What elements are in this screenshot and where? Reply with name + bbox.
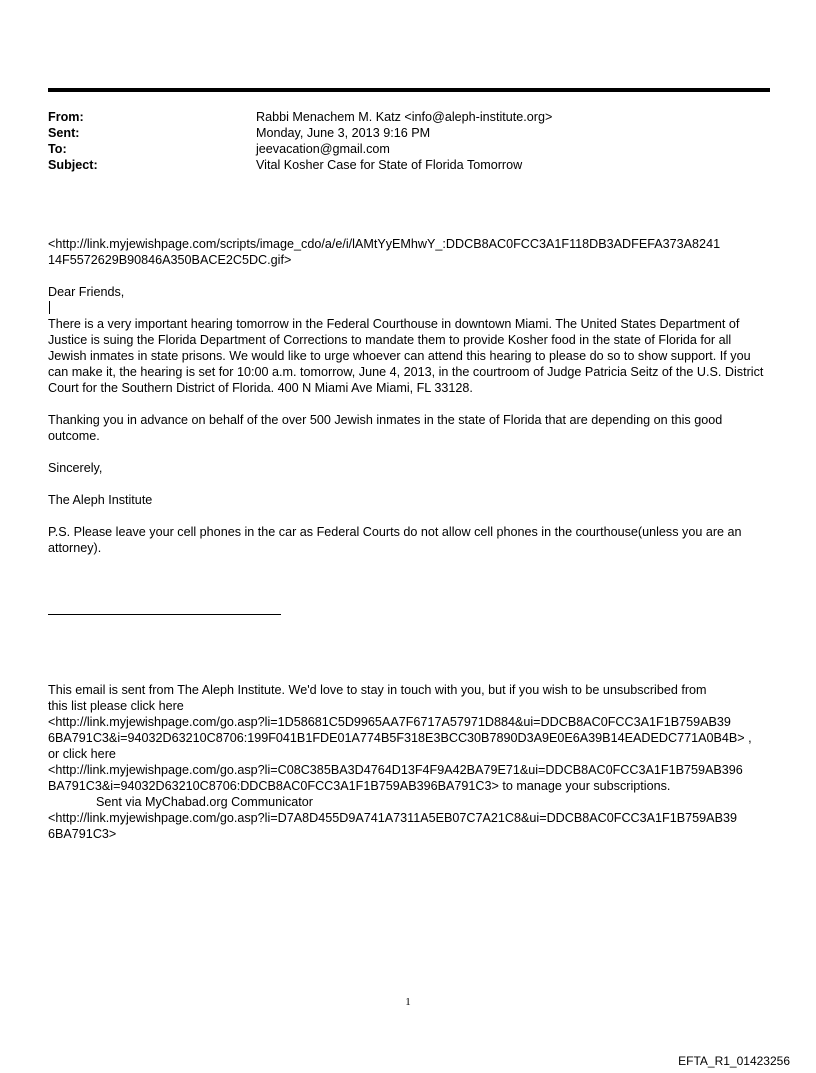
from-row (48, 109, 770, 125)
email-footer (48, 682, 770, 842)
separator-line (48, 614, 281, 615)
footer-line-2: this list please click here (48, 699, 184, 713)
manage-link-1[interactable]: <http://link.myjewishpage.com/go.asp?li=C08C385BA3D4764D13F4F9A42BA79E71&ui=DDCB8AC0FCC3A1F1B759AB396 (48, 763, 743, 777)
to-label: To: (48, 142, 67, 156)
sent-row (48, 125, 770, 141)
email-body (48, 236, 770, 615)
header-rule (48, 88, 770, 92)
subject-row (48, 157, 770, 173)
greeting: Dear Friends, (48, 285, 125, 299)
unsubscribe-link-2[interactable]: 6BA791C3&i=94032D63210C8706:199F041B1FDE01A774B5F318E3BCC30B7890D3A9E0E6A39B14EADEDC771A0B4B> , (48, 731, 752, 745)
thanks-paragraph: Thanking you in advance on behalf of the over 500 Jewish inmates in the state of Florida that are depending on this good outcome. (48, 413, 723, 443)
image-link-line-2: 14F5572629B90846A350BACE2C5DC.gif> (48, 253, 292, 267)
from-label: From: (48, 110, 84, 124)
postscript: P.S. Please leave your cell phones in the car as Federal Courts do not allow cell phones in the courthouse(unless you are an attorney). (48, 525, 742, 555)
subject-label: Subject: (48, 158, 98, 172)
unsubscribe-link-1[interactable]: <http://link.myjewishpage.com/go.asp?li=1D58681C5D9965AA7F6717A57971D884&ui=DDCB8AC0FCC3A1F1B759AB39 (48, 715, 731, 729)
bates-number: EFTA_R1_01423256 (678, 1054, 790, 1068)
main-paragraph: There is a very important hearing tomorrow in the Federal Courthouse in downtown Miami. The United States Department of Justice is suing the Florida Department of Corrections to mandate them to provide Kosher food in the state of Florida for all Jewish inmates in state prisons. We would like to urge whoever can attend this hearing to please do so to show support. If you can make it, the hearing is set for 10:00 a.m. tomorrow, June 4, 2013, in the courtroom of Judge Patricia Seitz of the U.S. District Court for the Southern District of Florida. 400 N Miami Ave Miami, FL 33128. (48, 317, 764, 395)
text-cursor (49, 301, 50, 314)
image-link-line-1: <http://link.myjewishpage.com/scripts/image_cdo/a/e/i/lAMtYyEMhwY_:DDCB8AC0FCC3A1F118DB3ADFEFA373A8241 (48, 237, 721, 251)
manage-link-2[interactable]: BA791C3&i=94032D63210C8706:DDCB8AC0FCC3A1F1B759AB396BA791C3> to manage your subscriptions. (48, 779, 671, 793)
email-header (48, 109, 770, 173)
to-value: jeevacation@gmail.com (256, 142, 390, 156)
subject-value: Vital Kosher Case for State of Florida Tomorrow (256, 158, 523, 172)
sent-value: Monday, June 3, 2013 9:16 PM (256, 126, 431, 140)
communicator-line: Sent via MyChabad.org Communicator (96, 795, 313, 809)
to-row (48, 141, 770, 157)
sent-label: Sent: (48, 126, 80, 140)
communicator-link-2[interactable]: 6BA791C3> (48, 827, 117, 841)
page-number: 1 (405, 996, 411, 1008)
closing: Sincerely, (48, 461, 103, 475)
footer-line-5: or click here (48, 747, 116, 761)
communicator-link-1[interactable]: <http://link.myjewishpage.com/go.asp?li=D7A8D455D9A741A7311A5EB07C7A21C8&ui=DDCB8AC0FCC3A1F1B759AB39 (48, 811, 737, 825)
from-value: Rabbi Menachem M. Katz <info@aleph-institute.org> (256, 110, 553, 124)
signature: The Aleph Institute (48, 493, 153, 507)
footer-line-1: This email is sent from The Aleph Institute. We'd love to stay in touch with you, but if you wish to be unsubscribed from (48, 683, 707, 697)
